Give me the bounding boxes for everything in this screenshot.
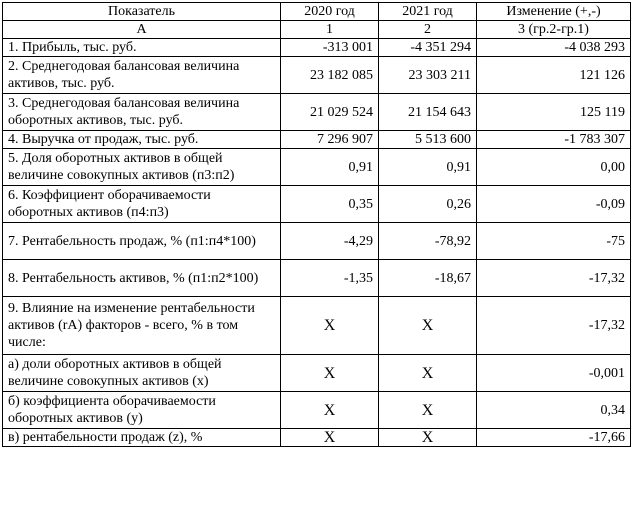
table-row [3, 223, 631, 260]
table-row [3, 94, 631, 131]
table-row [3, 260, 631, 297]
row-label: б) коэффициента оборачиваемости оборотных активов (y) [3, 392, 281, 429]
row-label: 3. Среднегодовая балансовая величина оборотных активов, тыс. руб. [3, 94, 281, 131]
row-label: 1. Прибыль, тыс. руб. [3, 39, 281, 57]
row-label: 8. Рентабельность активов, % (п1:п2*100) [3, 260, 281, 297]
table-row [3, 149, 631, 186]
row-value-2021: 5 513 600 [379, 131, 477, 149]
row-value-2020: 0,35 [281, 186, 379, 223]
row-label: 4. Выручка от продаж, тыс. руб. [3, 131, 281, 149]
row-value-2021: -18,67 [379, 260, 477, 297]
row-change: 125 119 [477, 94, 631, 131]
row-label: в) рентабельности продаж (z), % [3, 429, 281, 447]
header-change: Изменение (+,-) [477, 3, 631, 21]
row-change: -75 [477, 223, 631, 260]
row-value-2020: X [281, 297, 379, 355]
row-value-2021: X [379, 297, 477, 355]
row-value-2021: -78,92 [379, 223, 477, 260]
header-year-2021: 2021 год [379, 3, 477, 21]
subheader-a: А [3, 21, 281, 39]
row-label: а) доли оборотных активов в общей величине совокупных активов (x) [3, 355, 281, 392]
analysis-table-container [2, 2, 631, 447]
row-label: 7. Рентабельность продаж, % (п1:п4*100) [3, 223, 281, 260]
table-row [3, 392, 631, 429]
row-change: -1 783 307 [477, 131, 631, 149]
table-row [3, 131, 631, 149]
header-indicator: Показатель [3, 3, 281, 21]
row-value-2021: 21 154 643 [379, 94, 477, 131]
row-value-2020: 23 182 085 [281, 57, 379, 94]
row-change: 0,34 [477, 392, 631, 429]
row-label: 9. Влияние на изменение рентабельности активов (rA) факторов - всего, % в том числе: [3, 297, 281, 355]
row-value-2020: 7 296 907 [281, 131, 379, 149]
row-value-2020: X [281, 355, 379, 392]
row-change: -17,32 [477, 297, 631, 355]
subheader-c1: 1 [281, 21, 379, 39]
row-value-2020: -1,35 [281, 260, 379, 297]
row-value-2020: -313 001 [281, 39, 379, 57]
row-value-2020: X [281, 429, 379, 447]
row-label: 6. Коэффициент оборачиваемости оборотных активов (п4:п3) [3, 186, 281, 223]
row-value-2020: 21 029 524 [281, 94, 379, 131]
row-value-2021: 0,91 [379, 149, 477, 186]
row-value-2021: -4 351 294 [379, 39, 477, 57]
subheader-c3: 3 (гр.2-гр.1) [477, 21, 631, 39]
table-row [3, 355, 631, 392]
row-change: -4 038 293 [477, 39, 631, 57]
table-row [3, 186, 631, 223]
row-change: -0,09 [477, 186, 631, 223]
row-change: -17,66 [477, 429, 631, 447]
row-change: -17,32 [477, 260, 631, 297]
row-label: 5. Доля оборотных активов в общей величине совокупных активов (п3:п2) [3, 149, 281, 186]
row-value-2021: 23 303 211 [379, 57, 477, 94]
row-value-2021: X [379, 392, 477, 429]
header-row [3, 3, 631, 21]
row-value-2021: 0,26 [379, 186, 477, 223]
row-value-2020: -4,29 [281, 223, 379, 260]
subheader-row [3, 21, 631, 39]
row-change: -0,001 [477, 355, 631, 392]
row-change: 0,00 [477, 149, 631, 186]
row-change: 121 126 [477, 57, 631, 94]
subheader-c2: 2 [379, 21, 477, 39]
row-value-2021: X [379, 429, 477, 447]
header-year-2020: 2020 год [281, 3, 379, 21]
table-row [3, 39, 631, 57]
row-value-2020: X [281, 392, 379, 429]
table-row [3, 429, 631, 447]
table-row [3, 297, 631, 355]
profitability-factor-table [2, 2, 631, 447]
table-row [3, 57, 631, 94]
row-label: 2. Среднегодовая балансовая величина активов, тыс. руб. [3, 57, 281, 94]
row-value-2021: X [379, 355, 477, 392]
row-value-2020: 0,91 [281, 149, 379, 186]
